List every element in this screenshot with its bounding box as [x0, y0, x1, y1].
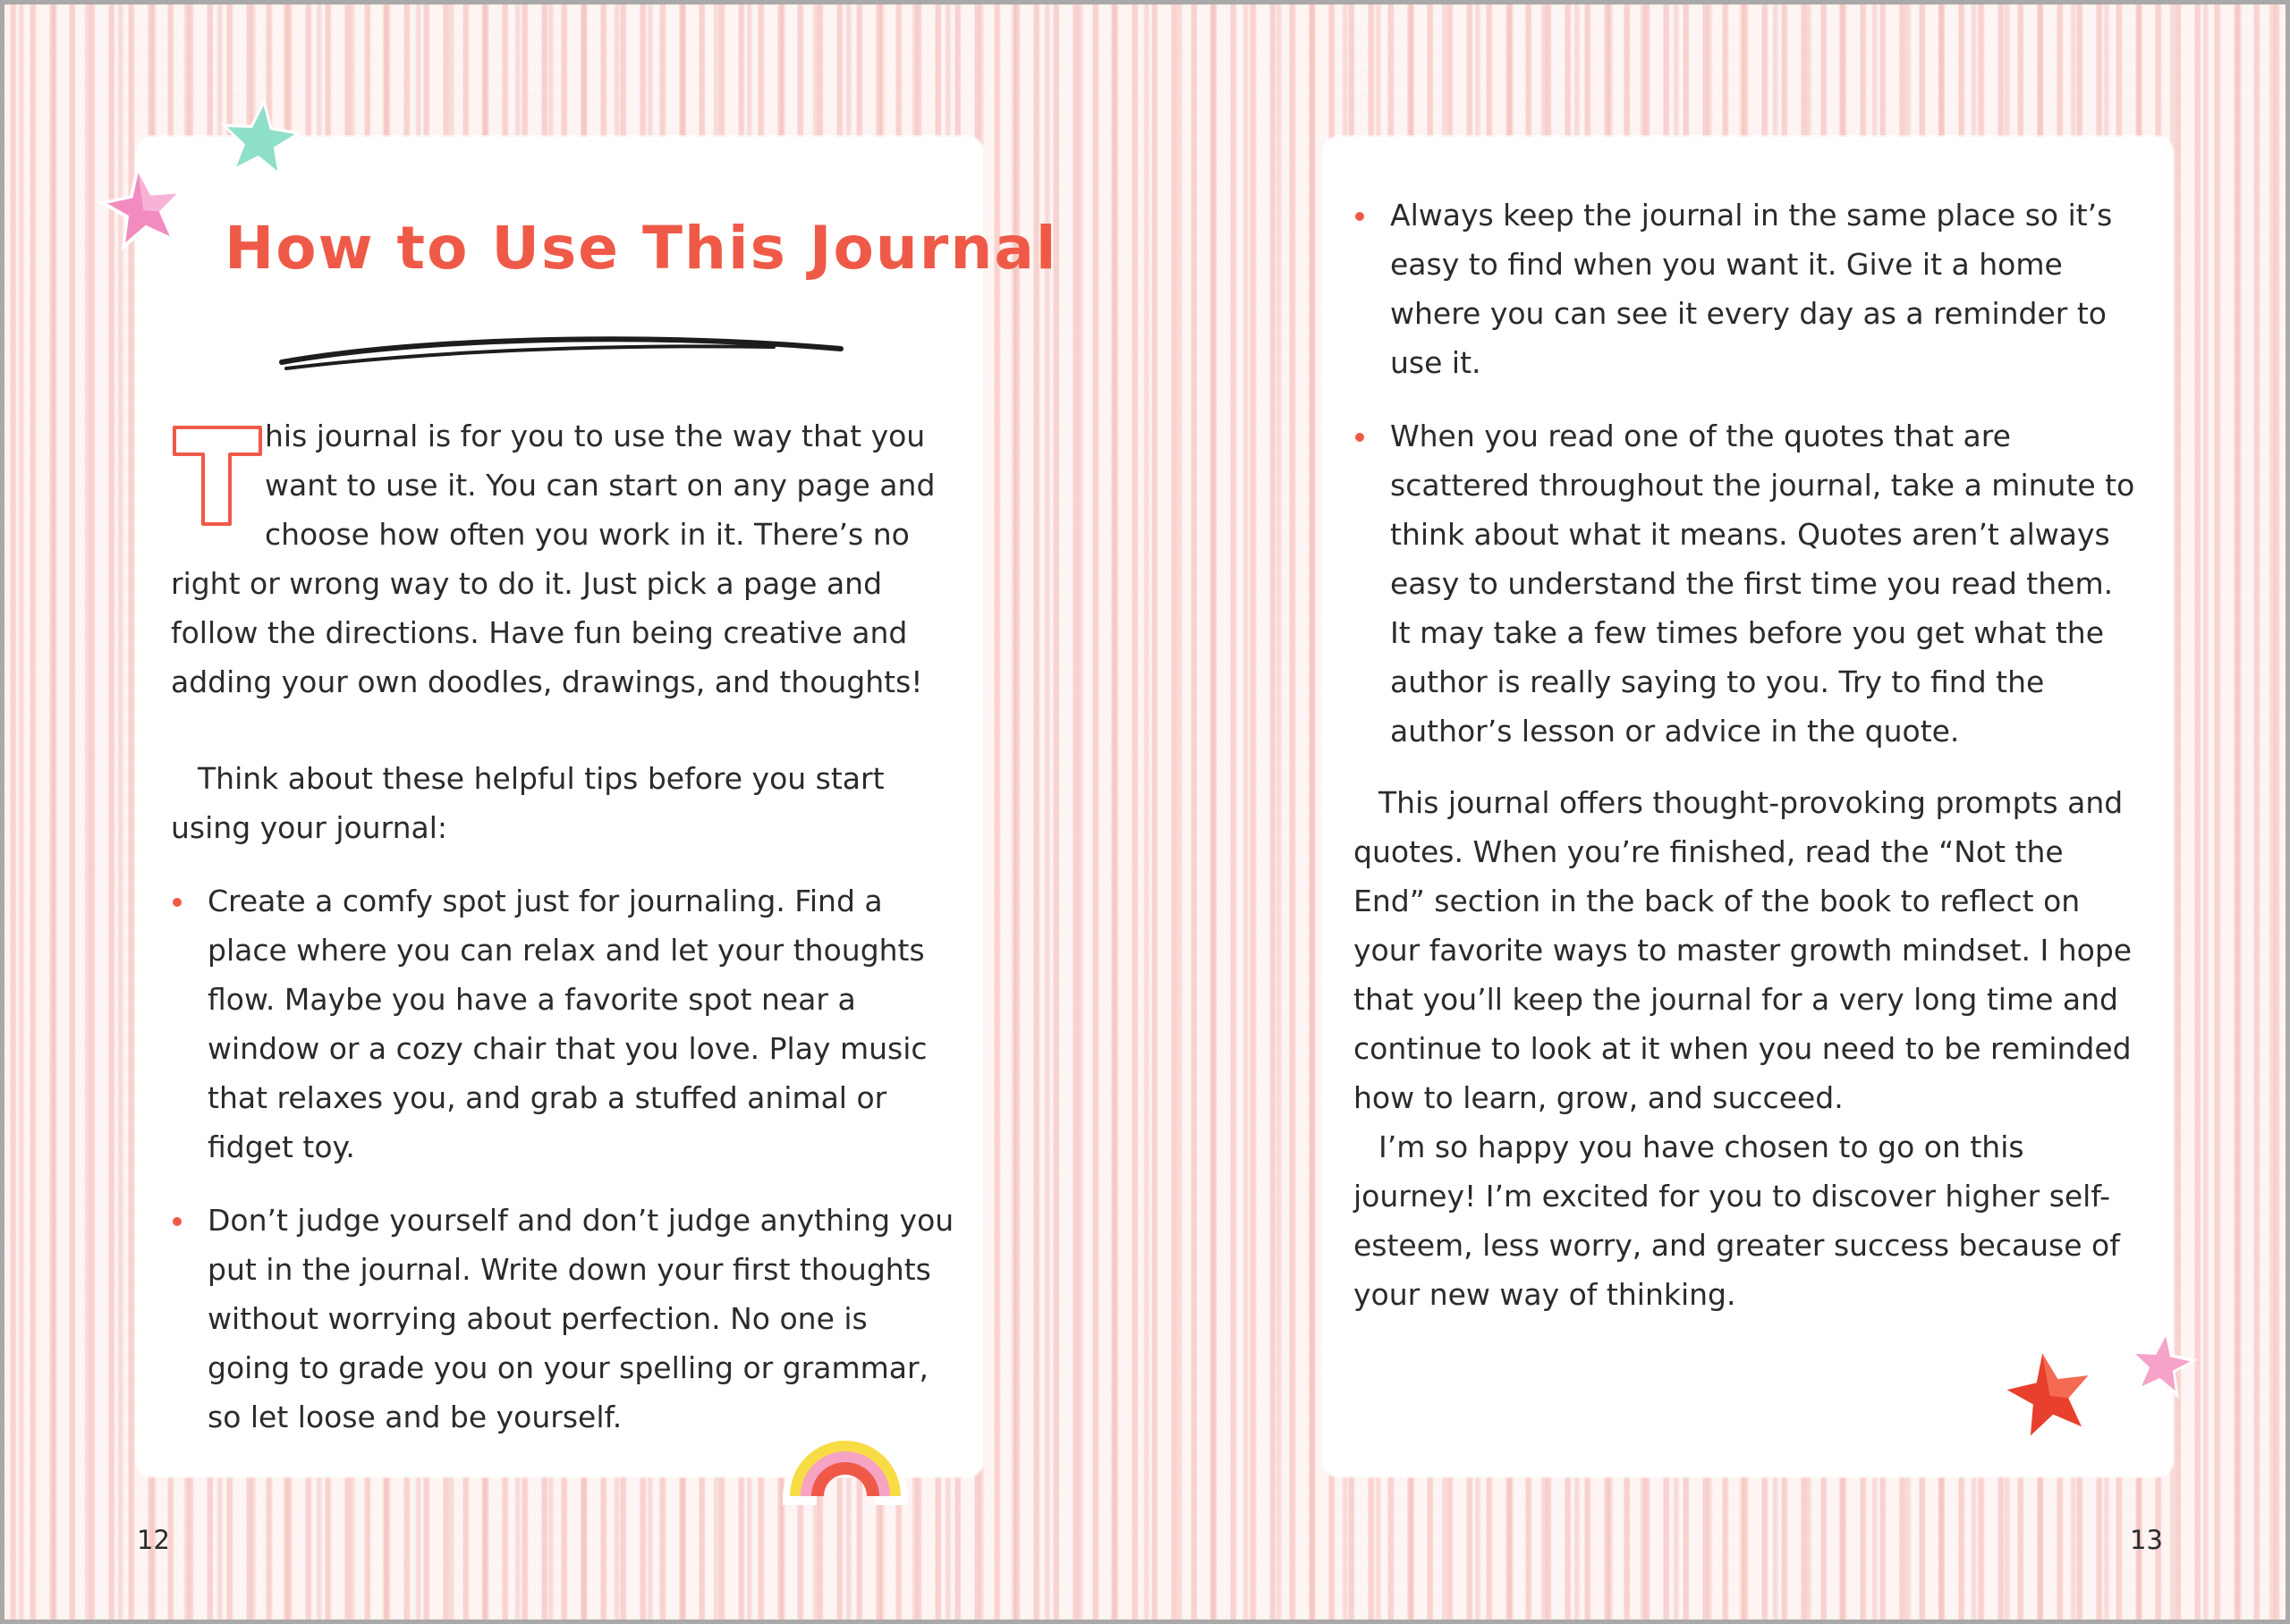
red-star-icon	[1996, 1341, 2103, 1446]
mint-star-icon	[216, 94, 305, 180]
pink-star-icon	[94, 158, 192, 257]
tips-intro-paragraph: Think about these helpful tips before you start using your journal:	[171, 761, 885, 845]
list-item: When you read one of the quotes that are scattered throughout the journal, take a minute to think about what it means. Quotes aren’t always easy to understand the first time you read them. It may take a few times before you get what the author is really saying to you. Try to find the author’s lesson or advice in the quote.	[1353, 411, 2141, 756]
page-number-left: 12	[137, 1525, 170, 1555]
intro-paragraph	[171, 411, 958, 706]
left-tips-list	[171, 876, 958, 1442]
bullet-dot-icon	[1355, 433, 1364, 442]
page-number-right: 13	[2130, 1525, 2163, 1555]
bullet-dot-icon	[173, 1217, 182, 1226]
closing-paragraph-2: I’m so happy you have chosen to go on this journey! I’m excited for you to discover higher self-esteem, less worry, and greater success because of your new way of thinking.	[1353, 1129, 2120, 1312]
page-title: How to Use This Journal	[225, 214, 1058, 283]
right-tips-list	[1353, 190, 2141, 756]
rainbow-icon	[774, 1400, 917, 1507]
small-pink-star-icon	[2125, 1326, 2200, 1400]
title-underline-swoosh	[273, 322, 854, 376]
intro-text: his journal is for you to use the way that you want to use it. You can start on any page and choose how often you work in it. There’s no right or wrong way to do it. Just pick a page and follow the directions. Have fun being creative and adding your own doodles, drawings, and thoughts!	[171, 419, 936, 699]
closing-paragraph-1: This journal offers thought-provoking prompts and quotes. When you’re finished, read the “Not the End” section in the back of the book to reflect on your favorite ways to master growth mindset. I hope that you’ll keep the journal for a very long time and continue to look at it when you need to be reminded how to learn, grow, and succeed.	[1353, 785, 2133, 1115]
bullet-dot-icon	[1355, 212, 1364, 221]
svg-text:T: T	[214, 496, 221, 506]
list-item: Always keep the journal in the same place so it’s easy to find when you want it. Give it a home where you can see it every day as a reminder to use it.	[1353, 190, 2141, 387]
drop-cap-letter	[171, 419, 265, 530]
list-item: Create a comfy spot just for journaling. Find a place where you can relax and let your thoughts flow. Maybe you have a favorite spot near a window or a cozy chair that you love. Play music that relaxes you, and grab a stuffed animal or fidget toy.	[171, 876, 958, 1171]
list-item: Don’t judge yourself and don’t judge anything you put in the journal. Write down your first thoughts without worrying about perfection. No one is going to grade you on your spelling or grammar, so let loose and be yourself.	[171, 1196, 958, 1442]
bullet-dot-icon	[173, 898, 182, 907]
